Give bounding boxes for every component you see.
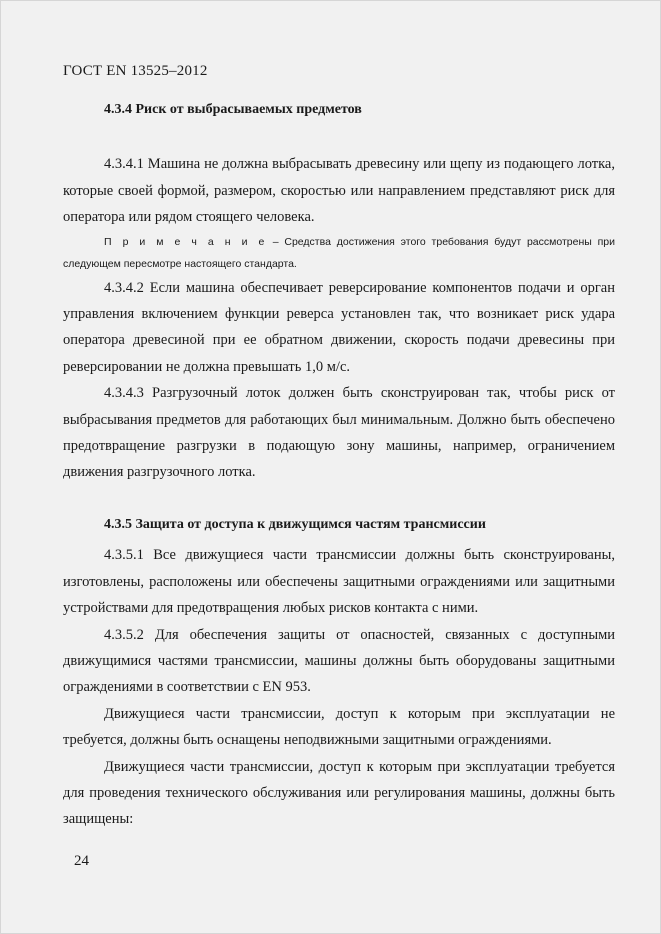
paragraph-moving-parts-no-access: Движущиеся части трансмиссии, доступ к которым при эксплуатации не требуется, должны быть оснащены неподвижными защитными ограждениями. (63, 705, 615, 749)
page-number: 24 (74, 853, 89, 869)
section-heading-4-3-4: 4.3.4 Риск от выбрасываемых предметов (104, 102, 362, 117)
paragraph-4-3-4-2: 4.3.4.2 Если машина обеспечивает реверсирование компонентов подачи и орган управления включением функции реверса установлен так, что возникает риск удара оператора древесиной при ее обратном движении, скорость подачи древесины при реверсировании не должна превышать 1,0 м/с. (63, 279, 615, 375)
page-content (63, 97, 615, 833)
section-heading-4-3-5: 4.3.5 Защита от доступа к движущимся частям трансмиссии (104, 516, 486, 532)
note-label: П р и м е ч а н и е (104, 235, 267, 248)
paragraph-4-3-5-2: 4.3.5.2 Для обеспечения защиты от опасностей, связанных с доступными движущимися частями трансмиссии, машины должны быть оборудованы защитными ограждениями в соответствии с EN 953. (63, 626, 615, 696)
paragraph-4-3-5-1: 4.3.5.1 Все движущиеся части трансмиссии должны быть сконструированы, изготовлены, расположены или обеспечены защитными ограждениями или защитными устройствами для предотвращения любых рисков контакта с ними. (63, 547, 615, 617)
paragraph-moving-parts-access: Движущиеся части трансмиссии, доступ к которым при эксплуатации требуется для проведения технического обслуживания или регулирования машины, должны быть защищены: (63, 758, 615, 828)
note-text: – Средства достижения этого требования будут рассмотрены при следующем пересмотре настоящего стандарта. (63, 235, 615, 270)
document-code: ГОСТ EN 13525–2012 (63, 63, 208, 79)
note (63, 231, 615, 275)
paragraph-4-3-4-3: 4.3.4.3 Разгрузочный лоток должен быть сконструирован так, чтобы риск от выбрасывания предметов для работающих был минимальным. Должно быть обеспечено предотвращение разгрузки в подающую зону машины, например, ограничением движения разгрузочного лотка. (63, 385, 615, 481)
paragraph-4-3-4-1: 4.3.4.1 Машина не должна выбрасывать древесину или щепу из подающего лотка, которые своей формой, размером, скоростью или направлением представляют риск для оператора или рядом стоящего человека. (63, 156, 615, 226)
